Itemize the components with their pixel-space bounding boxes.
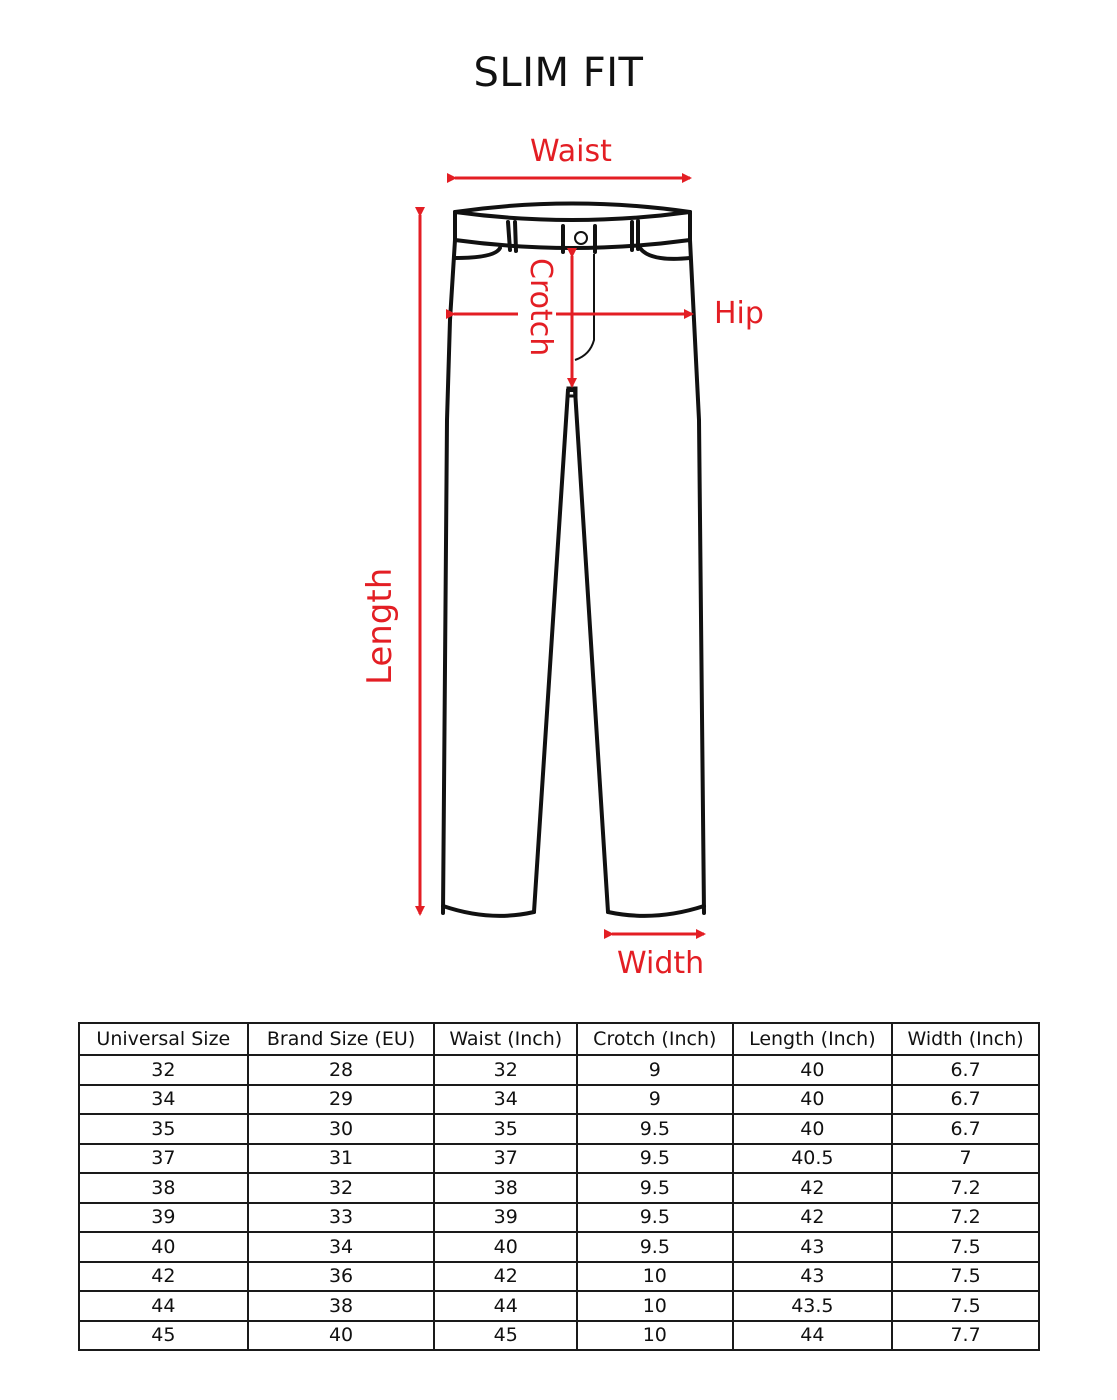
table-cell: 9 [577,1055,733,1085]
table-cell: 10 [577,1262,733,1292]
table-cell: 37 [434,1144,577,1174]
table-cell: 39 [434,1203,577,1233]
table-cell: 39 [79,1203,248,1233]
hip-label: Hip [714,296,764,331]
table-cell: 30 [248,1114,435,1144]
table-cell: 6.7 [892,1055,1039,1085]
table-cell: 45 [434,1321,577,1351]
table-cell: 42 [733,1173,893,1203]
table-header-row [79,1023,1039,1055]
table-cell: 44 [434,1291,577,1321]
column-header: Length (Inch) [733,1023,893,1055]
table-cell: 7.2 [892,1173,1039,1203]
table-row [79,1085,1039,1115]
crotch-label: Crotch [523,258,558,357]
table-cell: 31 [248,1144,435,1174]
table-cell: 37 [79,1144,248,1174]
table-cell: 33 [248,1203,435,1233]
table-cell: 6.7 [892,1085,1039,1115]
column-header: Crotch (Inch) [577,1023,733,1055]
table-cell: 44 [79,1291,248,1321]
table-row [79,1232,1039,1262]
length-label: Length [360,567,400,685]
table-row [79,1055,1039,1085]
table-cell: 38 [248,1291,435,1321]
page-title: SLIM FIT [473,50,644,96]
table-cell: 32 [434,1055,577,1085]
table-cell: 6.7 [892,1114,1039,1144]
table-cell: 38 [79,1173,248,1203]
table-cell: 7.5 [892,1262,1039,1292]
table-cell: 40 [434,1232,577,1262]
table-cell: 7.2 [892,1203,1039,1233]
table-cell: 7.5 [892,1291,1039,1321]
table-cell: 43 [733,1232,893,1262]
table-cell: 28 [248,1055,435,1085]
table-cell: 9.5 [577,1114,733,1144]
waist-label: Waist [530,134,612,169]
table-cell: 7.7 [892,1321,1039,1351]
table-cell: 9.5 [577,1144,733,1174]
table-cell: 34 [434,1085,577,1115]
table-cell: 43 [733,1262,893,1292]
table-cell: 9.5 [577,1232,733,1262]
table-cell: 9.5 [577,1173,733,1203]
table-cell: 35 [79,1114,248,1144]
table-cell: 40 [733,1114,893,1144]
column-header: Universal Size [79,1023,248,1055]
table-row [79,1114,1039,1144]
table-cell: 36 [248,1262,435,1292]
table-row [79,1321,1039,1351]
table-cell: 45 [79,1321,248,1351]
table-cell: 32 [79,1055,248,1085]
table-cell: 42 [79,1262,248,1292]
table-cell: 42 [434,1262,577,1292]
size-chart-table [78,1022,1040,1351]
table-cell: 35 [434,1114,577,1144]
table-cell: 34 [79,1085,248,1115]
table-cell: 7 [892,1144,1039,1174]
table-cell: 43.5 [733,1291,893,1321]
column-header: Brand Size (EU) [248,1023,435,1055]
table-cell: 38 [434,1173,577,1203]
table-cell: 29 [248,1085,435,1115]
table-row [79,1203,1039,1233]
table-cell: 34 [248,1232,435,1262]
table-cell: 10 [577,1321,733,1351]
table-cell: 42 [733,1203,893,1233]
column-header: Width (Inch) [892,1023,1039,1055]
table-cell: 40 [733,1085,893,1115]
table-cell: 40 [733,1055,893,1085]
table-row [79,1262,1039,1292]
table-cell: 44 [733,1321,893,1351]
table-cell: 7.5 [892,1232,1039,1262]
table-cell: 32 [248,1173,435,1203]
table-cell: 40 [79,1232,248,1262]
table-row [79,1173,1039,1203]
width-label: Width [617,946,705,981]
table-cell: 40 [248,1321,435,1351]
table-row [79,1291,1039,1321]
column-header: Waist (Inch) [434,1023,577,1055]
table-cell: 40.5 [733,1144,893,1174]
table-row [79,1144,1039,1174]
table-cell: 10 [577,1291,733,1321]
table-cell: 9.5 [577,1203,733,1233]
table-cell: 9 [577,1085,733,1115]
